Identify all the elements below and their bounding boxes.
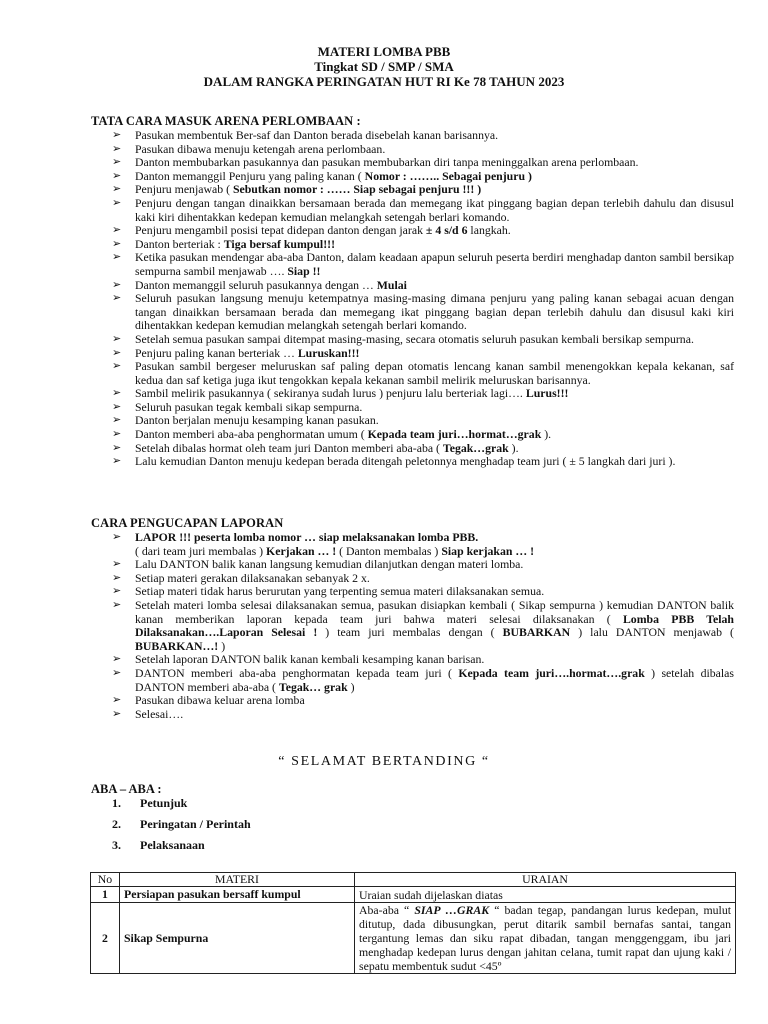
arena-step-item <box>112 401 734 415</box>
arena-step-item <box>112 387 734 401</box>
arena-step-item <box>112 251 734 278</box>
arena-step-item <box>112 183 734 197</box>
arena-step-item <box>112 414 734 428</box>
arrow-bullet-icon: ➢ <box>112 571 122 584</box>
arena-step-text: Lalu kemudian Danton menuju kedepan berada ditengah peletonnya menghadap team juri ( ± 5 langkah dari juri ). <box>135 454 676 469</box>
arena-step-item <box>112 143 734 157</box>
aba-aba-label: Peringatan / Perintah <box>140 817 251 831</box>
aba-aba-label: Pelaksanaan <box>140 838 205 852</box>
column-header-materi: MATERI <box>120 873 355 887</box>
arrow-bullet-icon: ➢ <box>112 129 122 141</box>
arena-step-item <box>112 224 734 238</box>
arrow-bullet-icon: ➢ <box>112 169 122 182</box>
aba-aba-heading: ABA – ABA : <box>91 782 162 796</box>
arena-step-item <box>112 455 734 469</box>
aba-aba-item <box>112 796 251 817</box>
arrow-bullet-icon: ➢ <box>112 346 122 359</box>
arrow-bullet-icon: ➢ <box>112 414 122 427</box>
row-materi: Persiapan pasukan bersaff kumpul <box>120 887 355 903</box>
arrow-bullet-icon: ➢ <box>112 156 122 169</box>
header-level: Tingkat SD / SMP / SMA <box>314 59 454 74</box>
row-number: 2 <box>91 903 120 974</box>
laporan-step-text: Setelah laporan DANTON balik kanan kembali kesamping kanan barisan. <box>135 652 485 667</box>
laporan-step-text: Setelah materi lomba selesai dilaksanakan semua, pasukan disiapkan kembali ( Sikap sempurna ) kemudian DANTON balik kanan memberikan laporan kepada team juri bahwa materi selesai dilaksanakan ( Lomba PBB Telah Dilaksanakan….Laporan Selesai ! ) team juri membalas dengan ( BUBARKAN ) lalu DANTON menjawab ( BUBARKAN…! ) <box>135 597 734 653</box>
column-header-uraian: URAIAN <box>355 873 736 887</box>
aba-aba-number: 3. <box>112 838 121 852</box>
header-title: MATERI LOMBA PBB <box>317 44 451 59</box>
aba-aba-item <box>112 817 251 838</box>
arrow-bullet-icon: ➢ <box>112 196 122 209</box>
section-heading-arena: TATA CARA MASUK ARENA PERLOMBAAN : <box>91 114 361 128</box>
arrow-bullet-icon: ➢ <box>112 707 122 720</box>
arrow-bullet-icon: ➢ <box>112 332 122 345</box>
arrow-bullet-icon: ➢ <box>112 400 122 413</box>
arrow-bullet-icon: ➢ <box>112 531 122 543</box>
arena-step-item <box>112 292 734 333</box>
arena-step-text: Pasukan sambil bergeser meluruskan saf paling depan otomatis lencang kanan sambil menengokkan kepala kekanan, saf kedua dan saf ketiga juga ikut tengokkan kepala kekanan sambil melirik meluruskan barisannya. <box>135 359 734 387</box>
arrow-bullet-icon: ➢ <box>112 387 122 400</box>
arena-step-item <box>112 156 734 170</box>
arena-step-text: Danton memberi aba-aba penghormatan umum ( Kepada team juri…hormat…grak ). <box>135 427 552 442</box>
laporan-step-text: Setiap materi gerakan dilaksanakan sebanyak 2 x. <box>135 570 370 585</box>
arena-step-text: Penjuru mengambil posisi tepat didepan danton dengan jarak ± 4 s/d 6 langkah. <box>135 223 511 238</box>
arena-step-text: Danton memanggil Penjuru yang paling kanan ( Nomor : …….. Sebagai penjuru ) <box>135 168 532 183</box>
laporan-step-item <box>112 708 734 722</box>
arena-step-text: Ketika pasukan mendengar aba-aba Danton, dalam keadaan apapun seluruh peserta berdiri menghadap danton sambil bersikap sempurna sambil menjawab …. Siap !! <box>135 250 734 278</box>
laporan-procedure-list <box>112 531 734 721</box>
arena-step-item <box>112 442 734 456</box>
arena-step-text: Danton membubarkan pasukannya dan pasukan membubarkan diri tanpa meninggalkan arena perlombaan. <box>135 155 639 170</box>
header-occasion: DALAM RANGKA PERINGATAN HUT RI Ke 78 TAHUN 2023 <box>203 74 565 89</box>
laporan-step-item <box>112 531 734 558</box>
arena-step-text: Danton berjalan menuju kesamping kanan pasukan. <box>135 413 379 428</box>
arrow-bullet-icon: ➢ <box>112 224 122 237</box>
selamat-bertanding-banner: “ SELAMAT BERTANDING “ <box>278 754 490 769</box>
arrow-bullet-icon: ➢ <box>112 183 122 196</box>
materi-table <box>90 872 736 974</box>
arrow-bullet-icon: ➢ <box>112 292 122 305</box>
row-materi: Sikap Sempurna <box>120 903 355 974</box>
laporan-step-item <box>112 694 734 708</box>
arena-step-item <box>112 197 734 224</box>
arrow-bullet-icon: ➢ <box>112 428 122 441</box>
row-number: 1 <box>91 887 120 903</box>
arrow-bullet-icon: ➢ <box>112 455 122 468</box>
arena-step-item <box>112 279 734 293</box>
laporan-step-item <box>112 667 734 694</box>
arrow-bullet-icon: ➢ <box>112 558 122 571</box>
laporan-step-text: Lalu DANTON balik kanan langsung kemudian dilanjutkan dengan materi lomba. <box>135 557 524 572</box>
aba-aba-label: Petunjuk <box>140 796 188 810</box>
arena-step-text: Setelah semua pasukan sampai ditempat masing-masing, secara otomatis seluruh pasukan kembali bersikap sempurna. <box>135 331 694 346</box>
laporan-step-item <box>112 558 734 572</box>
aba-aba-number: 1. <box>112 796 121 810</box>
arrow-bullet-icon: ➢ <box>112 598 122 611</box>
arena-step-text: Danton berteriak : Tiga bersaf kumpul!!! <box>135 236 335 251</box>
arena-step-text: Penjuru menjawab ( Sebutkan nomor : …… Siap sebagai penjuru !!! ) <box>135 182 482 197</box>
arrow-bullet-icon: ➢ <box>112 666 122 679</box>
arrow-bullet-icon: ➢ <box>112 251 122 264</box>
arena-step-text: Penjuru dengan tangan dinaikkan bersamaan berada dan memegang ikat pinggang bagian depan terlebih dahulu dan disusul kaki kiri dihentakkan kedepan kemudian melangkah setengah berlari komando. <box>135 195 734 224</box>
aba-aba-list <box>112 796 251 859</box>
table-row <box>91 903 736 974</box>
arrow-bullet-icon: ➢ <box>112 441 122 454</box>
arena-step-item <box>112 347 734 361</box>
arena-step-text: Pasukan membentuk Ber-saf dan Danton berada disebelah kanan barisannya. <box>135 128 499 142</box>
row-uraian: Aba-aba “ SIAP …GRAK “ badan tegap, pandangan lurus kedepan, mulut ditutup, dada dibusungkan, perut ditarik sambil bernafas santai, tangan tergantung lemas dan siku rapat dibadan, tangan menggenggam, ibu jari menghadap kedepan lurus dengan jahitan celana, tumit rapat dan ujung kaki / sepatu membentuk sudut <45º <box>355 903 736 974</box>
laporan-step-text: LAPOR !!! peserta lomba nomor … siap melaksanakan lomba PBB. ( dari team juri membalas ) Kerjakan … ! ( Danton membalas ) Siap kerjakan … ! <box>135 530 535 558</box>
arrow-bullet-icon: ➢ <box>112 585 122 598</box>
arena-step-item <box>112 238 734 252</box>
arena-step-item <box>112 428 734 442</box>
laporan-step-item <box>112 572 734 586</box>
aba-aba-number: 2. <box>112 817 121 831</box>
row-uraian: Uraian sudah dijelaskan diatas <box>355 887 736 903</box>
laporan-step-item <box>112 599 734 653</box>
laporan-step-item <box>112 585 734 599</box>
laporan-step-text: Pasukan dibawa keluar arena lomba <box>135 693 305 708</box>
laporan-step-item <box>112 653 734 667</box>
arena-step-text: Danton memanggil seluruh pasukannya dengan … Mulai <box>135 277 407 292</box>
arena-step-item <box>112 170 734 184</box>
laporan-step-text: Setiap materi tidak harus berurutan yang terpenting semua materi dilaksanakan semua. <box>135 584 545 599</box>
column-header-no: No <box>91 873 120 887</box>
arrow-bullet-icon: ➢ <box>112 278 122 291</box>
document-header <box>0 44 768 89</box>
arena-step-item <box>112 360 734 387</box>
arena-step-text: Setelah dibalas hormat oleh team juri Danton memberi aba-aba ( Tegak…grak ). <box>135 440 519 455</box>
arena-step-text: Sambil melirik pasukannya ( sekiranya sudah lurus ) penjuru lalu berteriak lagi…. Lurus!!! <box>135 386 569 401</box>
arena-step-item <box>112 129 734 143</box>
arrow-bullet-icon: ➢ <box>112 142 122 155</box>
arrow-bullet-icon: ➢ <box>112 360 122 373</box>
arena-step-text: Pasukan dibawa menuju ketengah arena perlombaan. <box>135 141 386 156</box>
aba-aba-item <box>112 838 251 859</box>
laporan-step-text: DANTON memberi aba-aba penghormatan kepada team juri ( Kepada team juri….hormat….grak ) setelah dibalas DANTON memberi aba-aba ( Tegak… grak ) <box>135 665 734 694</box>
arena-step-text: Seluruh pasukan langsung menuju ketempatnya masing-masing dimana penjuru yang paling kanan sebagai acuan dengan tangan dinaikkan bersamaan berada dan memegang ikat pinggang bagian depan terlebih dahulu dan disusul kaki kiri dihentakkan kedepan kemudian melangkah setengah berlari komando. <box>135 291 734 333</box>
section-heading-laporan: CARA PENGUCAPAN LAPORAN <box>91 516 284 530</box>
arena-step-text: Penjuru paling kanan berteriak … Luruskan!!! <box>135 345 360 360</box>
arrow-bullet-icon: ➢ <box>112 237 122 250</box>
arrow-bullet-icon: ➢ <box>112 694 122 707</box>
arrow-bullet-icon: ➢ <box>112 653 122 666</box>
arena-procedure-list <box>112 129 734 469</box>
arena-step-text: Seluruh pasukan tegak kembali sikap sempurna. <box>135 399 363 414</box>
table-row <box>91 887 736 903</box>
table-header-row <box>91 873 736 887</box>
arena-step-item <box>112 333 734 347</box>
laporan-step-text: Selesai…. <box>135 706 184 721</box>
